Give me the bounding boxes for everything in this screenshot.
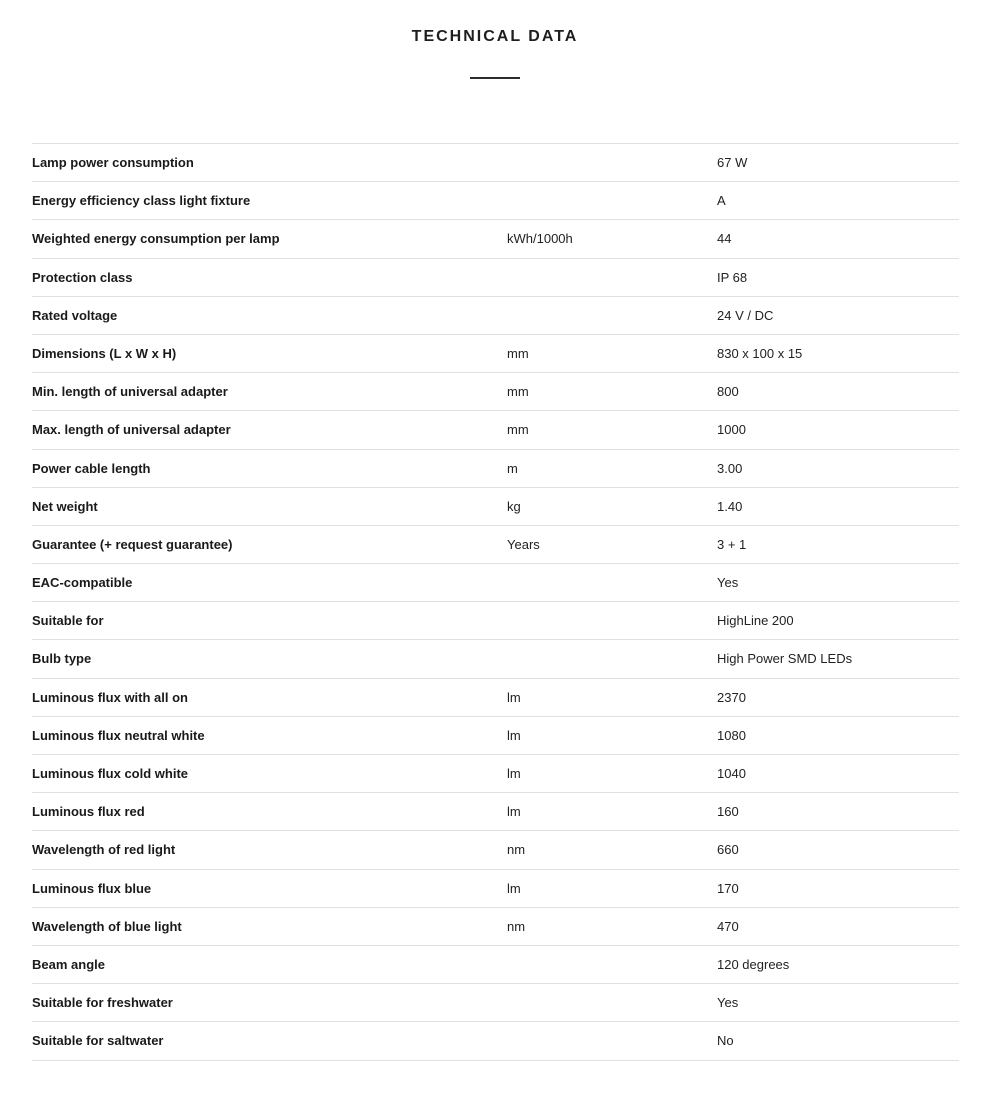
spec-label: Luminous flux blue (32, 880, 152, 896)
spec-unit: kg (507, 498, 521, 514)
spec-unit: lm (507, 804, 521, 820)
spec-unit: lm (507, 727, 521, 743)
title-underline (470, 77, 520, 79)
spec-value: 800 (717, 384, 739, 400)
table-row (32, 564, 959, 602)
spec-label: Luminous flux neutral white (32, 727, 205, 743)
spec-label: Wavelength of red light (32, 842, 176, 858)
spec-unit: kWh/1000h (507, 231, 573, 247)
spec-label: EAC-compatible (32, 575, 133, 591)
spec-label: Wavelength of blue light (32, 918, 182, 934)
table-row (32, 411, 959, 449)
spec-value: 1.40 (717, 498, 743, 514)
spec-label: Net weight (32, 498, 98, 514)
spec-value: HighLine 200 (717, 613, 794, 629)
spec-label: Suitable for freshwater (32, 995, 173, 1011)
table-row (32, 602, 959, 640)
spec-value: High Power SMD LEDs (717, 651, 853, 667)
spec-value: A (717, 193, 726, 209)
table-row (32, 679, 959, 717)
table-row (32, 793, 959, 831)
spec-label: Luminous flux red (32, 804, 145, 820)
spec-unit: mm (507, 422, 529, 438)
spec-unit: m (507, 460, 518, 476)
spec-value: 470 (717, 918, 739, 934)
table-row (32, 220, 959, 258)
spec-value: 160 (717, 804, 739, 820)
spec-label: Beam angle (32, 956, 105, 972)
table-row (32, 984, 959, 1022)
spec-value: Yes (717, 995, 739, 1011)
spec-label: Max. length of universal adapter (32, 422, 231, 438)
spec-label: Suitable for saltwater (32, 1033, 164, 1049)
spec-value: 120 degrees (717, 956, 790, 972)
table-row (32, 297, 959, 335)
spec-label: Rated voltage (32, 307, 118, 323)
spec-unit: nm (507, 842, 526, 858)
spec-unit: mm (507, 384, 529, 400)
spec-value: 3.00 (717, 460, 743, 476)
spec-label: Weighted energy consumption per lamp (32, 231, 280, 247)
spec-unit: nm (507, 918, 526, 934)
spec-label: Lamp power consumption (32, 155, 194, 170)
table-row (32, 1022, 959, 1060)
spec-value: 1000 (717, 422, 746, 438)
spec-value: No (717, 1033, 734, 1049)
table-row (32, 450, 959, 488)
spec-label: Luminous flux with all on (32, 689, 188, 705)
spec-table (32, 143, 959, 1061)
table-row (32, 335, 959, 373)
spec-value: IP 68 (717, 269, 748, 285)
table-row (32, 373, 959, 411)
spec-unit: lm (507, 689, 521, 705)
spec-value: 44 (717, 231, 732, 247)
spec-label: Luminous flux cold white (32, 766, 188, 781)
spec-unit: Years (507, 536, 540, 552)
table-row (32, 144, 959, 182)
spec-label: Guarantee (+ request guarantee) (32, 536, 233, 552)
spec-label: Suitable for (32, 613, 104, 629)
spec-label: Bulb type (32, 651, 92, 667)
spec-value: 1040 (717, 766, 746, 781)
spec-value: 3 + 1 (717, 536, 747, 552)
table-row (32, 717, 959, 755)
spec-value: 2370 (717, 689, 746, 705)
table-row (32, 182, 959, 220)
spec-label: Energy efficiency class light fixture (32, 193, 251, 209)
spec-value: 1080 (717, 727, 746, 743)
table-row (32, 640, 959, 678)
spec-value: 830 x 100 x 15 (717, 345, 803, 361)
spec-value: 170 (717, 880, 739, 896)
table-row (32, 870, 959, 908)
spec-label: Min. length of universal adapter (32, 384, 228, 400)
table-row (32, 908, 959, 946)
spec-unit: lm (507, 766, 521, 781)
spec-label: Dimensions (L x W x H) (32, 345, 177, 361)
table-row (32, 831, 959, 869)
spec-value: Yes (717, 575, 739, 591)
table-row (32, 488, 959, 526)
table-row (32, 755, 959, 793)
spec-unit: lm (507, 880, 521, 896)
page-title: TECHNICAL DATA (411, 28, 579, 45)
table-row (32, 946, 959, 984)
table-row (32, 259, 959, 297)
spec-label: Protection class (32, 269, 133, 285)
spec-value: 67 W (717, 155, 748, 170)
spec-value: 24 V / DC (717, 307, 774, 323)
spec-label: Power cable length (32, 460, 151, 476)
spec-value: 660 (717, 842, 739, 858)
spec-unit: mm (507, 345, 529, 361)
table-row (32, 526, 959, 564)
